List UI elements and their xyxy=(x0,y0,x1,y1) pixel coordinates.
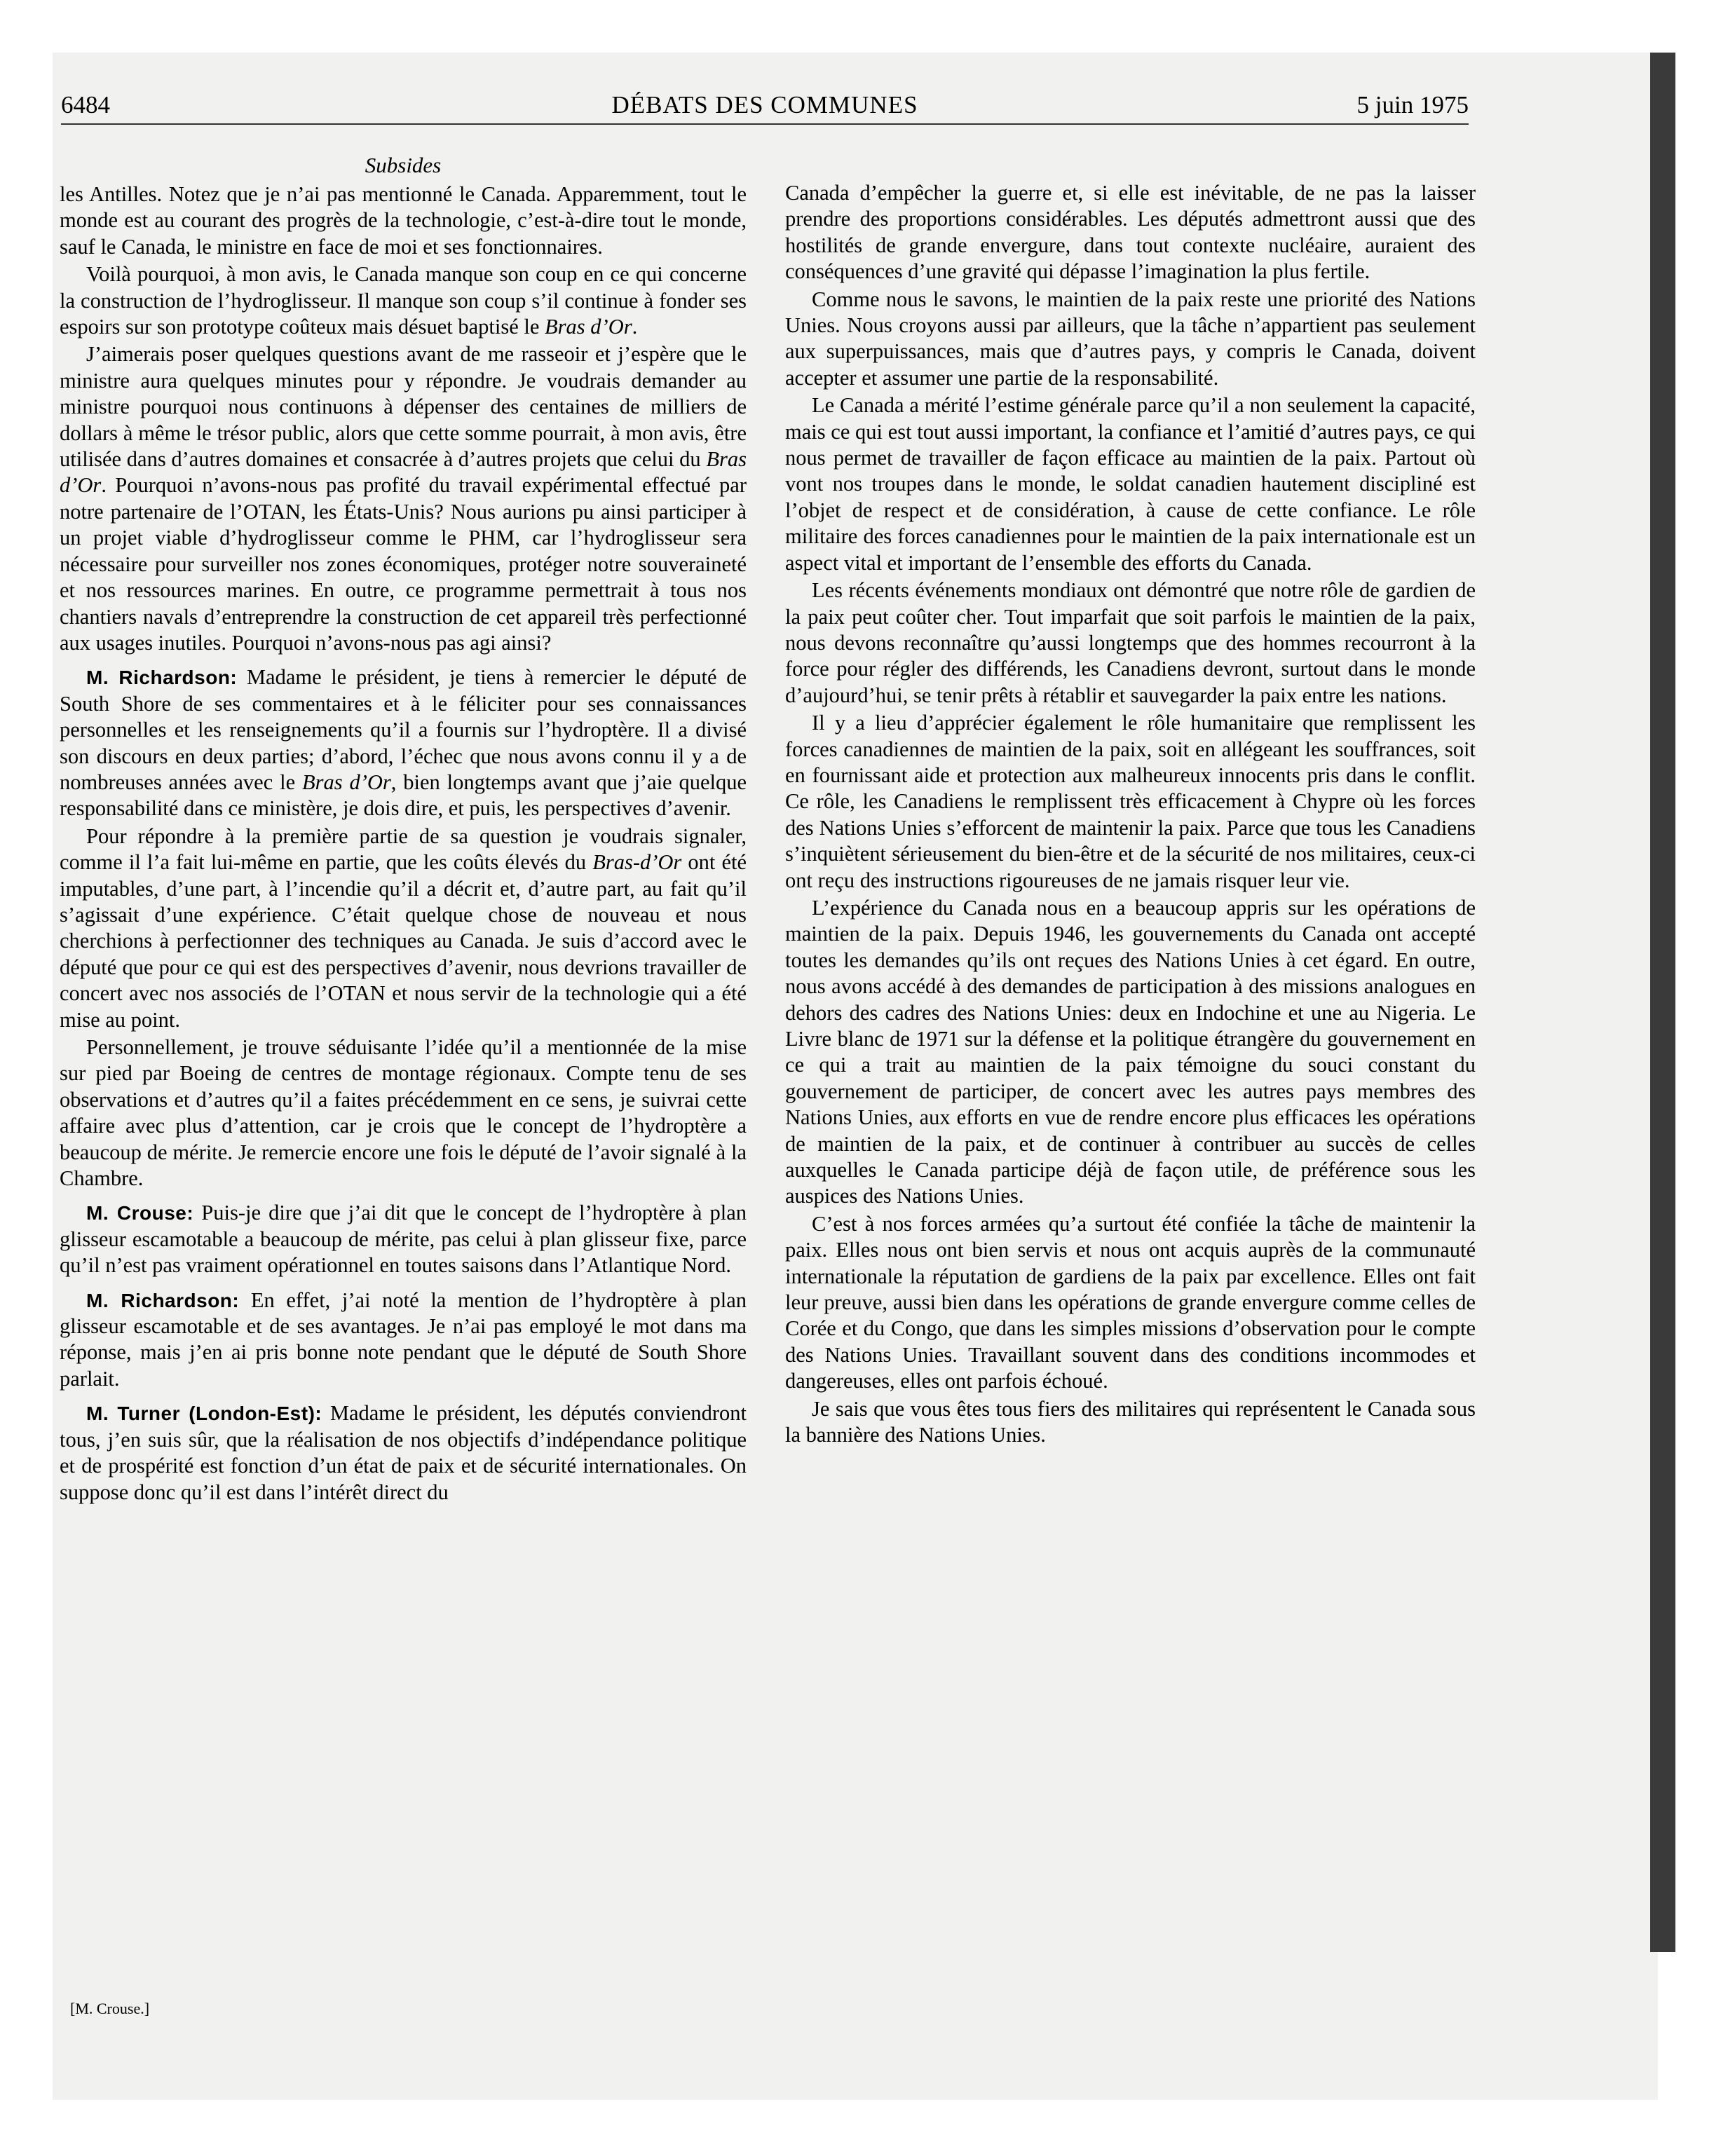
speech-richardson-1: M. Richardson: Madame le président, je tiens à remercier le député de South Shore de ses commentaires et à le féliciter pour ses connaissances personnelles et les renseignements qu’il a fournis sur l’hydroptère. Il a divisé son discours en deux parties; d’abord, l’échec que nous avons connu il y a de nombreuses années avec le Bras d’Or, bien longtemps avant que j’aie quelque responsabilité dans ce ministère, je dois dire, et puis, les perspectives d’avenir. xyxy=(60,665,747,821)
paragraph: Personnellement, je trouve séduisante l’idée qu’il a mentionnée de la mise sur pied par Boeing de centres de montage régionaux. Compte tenu de ses observations et d’autres qu’il a faites précédemment en ce sens, je suivrai cette affaire avec plus d’attention, car je crois que le concept de l’hydroptère a beaucoup de mérite. Je remercie encore une fois le député de l’avoir signalé à la Chambre. xyxy=(60,1035,747,1191)
page-number: 6484 xyxy=(61,91,110,118)
paragraph: Comme nous le savons, le maintien de la paix reste une priorité des Nations Unies. Nous croyons aussi par ailleurs, que la tâche n’appartient pas seulement aux superpuissances, mais que d’autres pays, y compris le Canada, doivent accepter et assumer une partie de la responsabilité. xyxy=(785,287,1476,390)
paragraph: Je sais que vous êtes tous fiers des militaires qui représentent le Canada sous la bannière des Nations Unies. xyxy=(785,1396,1476,1447)
page-header xyxy=(61,90,1469,125)
paragraph: J’aimerais poser quelques questions avant de me rasseoir et j’espère que le ministre aura quelques minutes pour y répondre. Je voudrais demander au ministre pourquoi nous continuons à dépenser des centaines de milliers de dollars à même le trésor public, alors que cette somme pourrait, à mon avis, être utilisée dans d’autres domaines et consacrée à d’autres projets que celui du Bras d’Or. Pourquoi n’avons-nous pas profité du travail expérimental effectué par notre partenaire de l’OTAN, les États-Unis? Nous aurions pu ainsi participer à un projet viable d’hydroglisseur comme le PHM, car l’hydroglisseur sera nécessaire pour surveiller nos zones économiques, protéger notre souveraineté et nos ressources marines. En outre, ce programme permettrait à tous nos chantiers navals d’entreprendre la construction de cet appareil très perfectionné aux usages inutiles. Pourquoi n’avons-nous pas agi ainsi? xyxy=(60,342,747,655)
scan-edge-bar xyxy=(1650,53,1675,1952)
speech-richardson-2: M. Richardson: En effet, j’ai noté la mention de l’hydroptère à plan glisseur escamotable et de ses avantages. Je n’ai pas employé le mot dans ma réponse, mais j’en ai pris bonne note pendant que le député de South Shore parlait. xyxy=(60,1288,747,1391)
paragraph: les Antilles. Notez que je n’ai pas mentionné le Canada. Apparemment, tout le monde est au courant des progrès de la technologie, c’est-à-dire tout le monde, sauf le Canada, le ministre en face de moi et ses fonctionnaires. xyxy=(60,182,747,259)
section-title: Subsides xyxy=(365,153,442,177)
publication-title: DÉBATS DES COMMUNES xyxy=(611,91,918,118)
paragraph: Canada d’empêcher la guerre et, si elle est inévitable, de ne pas la laisser prendre des proportions considérables. Les députés admettront aussi que des hostilités de grande envergure, dans tout contexte nucléaire, auraient des conséquences d’une gravité qui dépasse l’imagination la plus fertile. xyxy=(785,181,1476,284)
paragraph: Pour répondre à la première partie de sa question je voudrais signaler, comme il l’a fait lui-même en partie, que les coûts élevés du Bras-d’Or ont été imputables, d’une part, à l’incendie qu’il a décrit et, d’autre part, au fait qu’il s’agissait d’une expérience. C’était quelque chose de nouveau et nous cherchions à perfectionner des techniques au Canada. Je suis d’accord avec le député que pour ce qui est des perspectives d’avenir, nous devrions travailler de concert avec nos associés de l’OTAN et nous servir de la technologie qui a été mise au point. xyxy=(60,824,747,1032)
footnote: [M. Crouse.] xyxy=(70,2000,150,2017)
publication-date: 5 juin 1975 xyxy=(1356,91,1469,118)
paragraph: L’expérience du Canada nous en a beaucoup appris sur les opérations de maintien de la paix. Depuis 1946, les gouvernements du Canada ont accepté toutes les demandes qu’ils ont reçues des Nations Unies à cet égard. En outre, nous avons accédé à des demandes de participation à des missions analogues en dehors des cadres des Nations Unies: deux en Indochine et une au Nigeria. Le Livre blanc de 1971 sur la défense et la politique étrangère du gouvernement en ce qui a trait au maintien de la paix témoigne du souci constant du gouvernement de participer, de concert avec les autres pays membres des Nations Unies, aux efforts en vue de rendre encore plus efficaces les opérations de maintien de la paix, et de continuer à contribuer au succès de celles auxquelles le Canada participe déjà de façon utile, de préférence sous les auspices des Nations Unies. xyxy=(785,895,1476,1208)
speech-turner: M. Turner (London-Est): Madame le président, les députés conviendront tous, j’en suis sûr, que la réalisation de nos objectifs d’indépendance politique et de prospérité est fonction d’un état de paix et de sécurité internationales. On suppose donc qu’il est dans l’intérêt direct du xyxy=(60,1401,747,1504)
paragraph: Les récents événements mondiaux ont démontré que notre rôle de gardien de la paix peut coûter cher. Tout imparfait que soit parfois le maintien de la paix, nous devons reconnaître qu’aussi longtemps que des hommes recourront à la force pour régler des différends, les Canadiens devront, surtout dans le monde d’aujourd’hui, se tenir prêts à rétablir et sauvegarder la paix entre les nations. xyxy=(785,578,1476,707)
speaker-name: M. Richardson: xyxy=(86,1289,240,1311)
speaker-name: M. Richardson: xyxy=(86,667,238,689)
speech-crouse: M. Crouse: Puis-je dire que j’ai dit que le concept de l’hydroptère à plan glisseur escamotable a beaucoup de mérite, pas celui à plan glisseur fixe, parce qu’il n’est pas vraiment opérationnel en toutes saisons dans l’Atlantique Nord. xyxy=(60,1201,747,1278)
left-column xyxy=(60,152,747,1507)
speaker-name: M. Crouse: xyxy=(86,1202,194,1224)
paragraph: C’est à nos forces armées qu’a surtout été confiée la tâche de maintenir la paix. Elles nous ont bien servis et nous ont acquis auprès de la communauté internationale la réputation de gardiens de la paix par excellence. Elles ont fait leur preuve, aussi bien dans les opérations de grande envergure comme celles de Corée et du Congo, que dans les simples missions d’observation pour le compte des Nations Unies. Travaillant souvent dans des conditions incommodes et dangereuses, elles ont parfois échoué. xyxy=(785,1211,1476,1393)
paragraph: Il y a lieu d’apprécier également le rôle humanitaire que remplissent les forces canadiennes de maintien de la paix, soit en allégeant les souffrances, soit en fournissant aide et protection aux malheureux innocents pris dans le conflit. Ce rôle, les Canadiens le remplissent très efficacement à Chypre où les forces des Nations Unies s’efforcent de maintenir la paix. Parce que tous les Canadiens s’inquiètent sérieusement du bien-être et de la sécurité de nos militaires, ceux-ci ont reçu des instructions rigoureuses de ne jamais risquer leur vie. xyxy=(785,711,1476,892)
paragraph: Voilà pourquoi, à mon avis, le Canada manque son coup en ce qui concerne la construction de l’hydroglisseur. Il manque son coup s’il continue à fonder ses espoirs sur son prototype coûteux mais désuet baptisé le Bras d’Or. xyxy=(60,262,747,339)
speaker-name: M. Turner (London-Est): xyxy=(86,1403,322,1425)
right-column xyxy=(785,180,1476,1450)
paragraph: Le Canada a mérité l’estime générale parce qu’il a non seulement la capacité, mais ce qui est tout aussi important, la confiance et l’amitié d’autres pays, ce qui nous permet de travailler de façon efficace au maintien de la paix. Partout où vont nos troupes dans le monde, le soldat canadien hautement discipliné est l’objet de respect et de considération, à cause de cette confiance. Le rôle militaire des forces canadiennes pour le maintien de la paix internationale est un aspect vital et important de l’ensemble des efforts du Canada. xyxy=(785,393,1476,575)
